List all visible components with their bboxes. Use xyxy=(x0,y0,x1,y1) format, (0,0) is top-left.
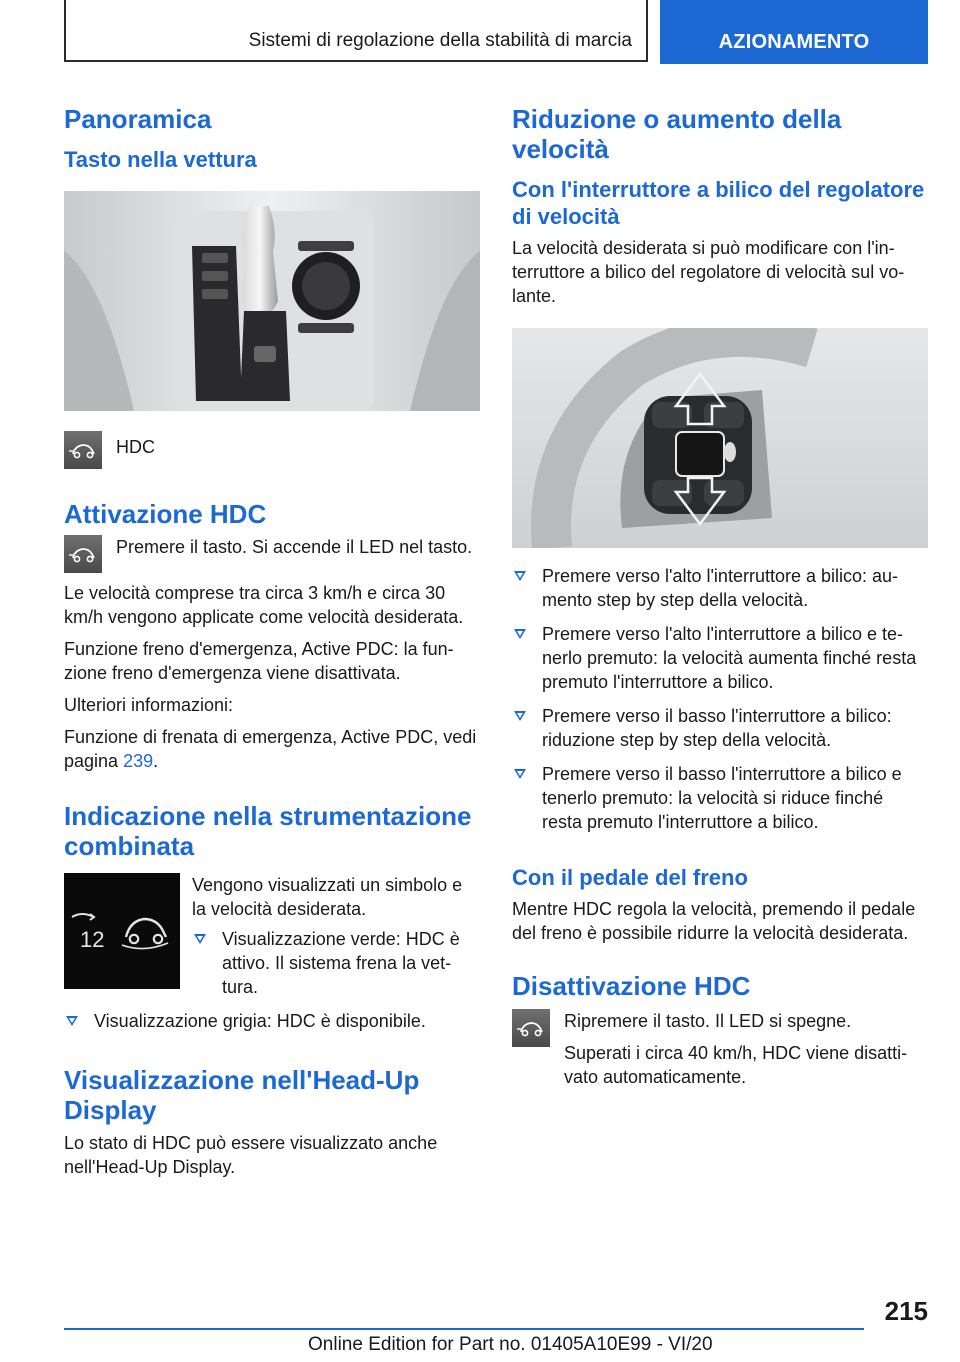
heading-cluster: Indicazione nella strumentazione combinata xyxy=(64,801,472,861)
heading-rocker: Con l'interruttore a bilico del regolatore di velocità xyxy=(512,177,925,229)
bullet-triangle-icon xyxy=(514,769,526,779)
hdc-icon xyxy=(64,535,102,573)
cluster-bullets xyxy=(192,927,480,999)
page-link-239[interactable]: 239 xyxy=(123,751,154,771)
deactivation-step xyxy=(512,1009,928,1089)
speeds-paragraph: Le velocità comprese tra circa 3 km/h e circa 30 km/h vengono applicate come velocità desiderata. xyxy=(64,583,464,627)
section-tab xyxy=(660,0,928,64)
list-item: Premere verso l'alto l'interruttore a bilico: aumento step by step della velocità. xyxy=(512,564,928,612)
bullet-triangle-icon xyxy=(514,571,526,581)
heading-brake: Con il pedale del freno xyxy=(512,865,748,890)
hdc-label: HDC xyxy=(116,437,155,457)
bullet-triangle-icon xyxy=(514,629,526,639)
left-column xyxy=(64,98,480,1179)
cluster-speed: 12 xyxy=(80,927,105,952)
section-title: AZIONAMENTO xyxy=(718,31,870,53)
heading-activation: Attivazione HDC xyxy=(64,499,267,529)
cluster-description xyxy=(192,873,480,999)
heading-overview: Panoramica xyxy=(64,104,212,134)
cluster-display-image xyxy=(64,873,180,989)
deactivation-note: Superati i circa 40 km/h, HDC viene disattivato automaticamente. xyxy=(564,1043,908,1087)
list-item: Premere verso l'alto l'interruttore a bilico e tenerlo premuto: la velocità aumenta finché resta premuto l'interruttore a bilico. xyxy=(512,622,928,694)
bullet-triangle-icon xyxy=(514,711,526,721)
activation-step xyxy=(64,535,480,575)
reference-end: . xyxy=(153,751,159,771)
footer-divider xyxy=(64,1328,864,1330)
heading-deactivation: Disattivazione HDC xyxy=(512,971,751,1001)
cluster-bullets-2 xyxy=(64,1009,480,1033)
right-column xyxy=(512,98,928,1089)
list-item: Visualizzazione grigia: HDC è disponibile. xyxy=(64,1009,480,1033)
heading-hud: Visualizzazione nell'Head-Up Display xyxy=(64,1065,420,1125)
more-info-label: Ulteriori informazioni: xyxy=(64,695,234,715)
hdc-icon xyxy=(64,431,102,469)
deactivation-text: Ripremere il tasto. Il LED si spegne. xyxy=(564,1011,852,1031)
rocker-bullets xyxy=(512,564,928,834)
center-console-illustration xyxy=(64,191,480,411)
heading-button: Tasto nella vettura xyxy=(64,147,257,172)
activation-text: Premere il tasto. Si accende il LED nel tasto. xyxy=(116,537,473,557)
brake-paragraph: Mentre HDC regola la velocità, premendo il pedale del freno è possibile ridurre la velocità desiderata. xyxy=(512,899,916,943)
heading-speed-adjust: Riduzione o aumento della velocità xyxy=(512,104,842,164)
list-item: Premere verso il basso l'interruttore a bilico e tenerlo premuto: la velocità si riduce finché resta premuto l'interruttore a bilico. xyxy=(512,762,928,834)
center-console-photo xyxy=(64,191,480,411)
reference-paragraph xyxy=(64,725,480,773)
bullet-triangle-icon xyxy=(194,934,206,944)
cluster-text: Vengono visualizzati un simbolo e la velocità desiderata. xyxy=(192,875,463,919)
rocker-switch-illustration xyxy=(512,328,928,548)
emergency-paragraph: Funzione freno d'emergenza, Active PDC: la funzione freno d'emergenza viene disattivata. xyxy=(64,639,454,683)
steering-wheel-photo xyxy=(512,328,928,548)
list-item: Premere verso il basso l'interruttore a bilico: riduzione step by step della velocità. xyxy=(512,704,928,752)
hdc-icon xyxy=(512,1009,550,1047)
rocker-paragraph: La velocità desiderata si può modificare con l'interruttore a bilico del regolatore di velocità sul volante. xyxy=(512,238,905,306)
page-number: 215 xyxy=(884,1296,928,1326)
chapter-tab xyxy=(64,0,648,62)
reference-text: Funzione di frenata di emergenza, Active PDC, vedi pagina xyxy=(64,727,477,771)
list-item: Visualizzazione verde: HDC è attivo. Il sistema frena la vettura. xyxy=(192,927,480,999)
bullet-triangle-icon xyxy=(66,1016,78,1026)
hud-paragraph: Lo stato di HDC può essere visualizzato anche nell'Head-Up Display. xyxy=(64,1133,438,1177)
page-header xyxy=(64,0,928,64)
cluster-block xyxy=(64,873,480,999)
hdc-button-legend xyxy=(64,431,480,471)
chapter-title: Sistemi di regolazione della stabilità di marcia xyxy=(248,30,632,51)
edition-text: Online Edition for Part no. 01405A10E99 - VI/20 xyxy=(308,1334,713,1355)
